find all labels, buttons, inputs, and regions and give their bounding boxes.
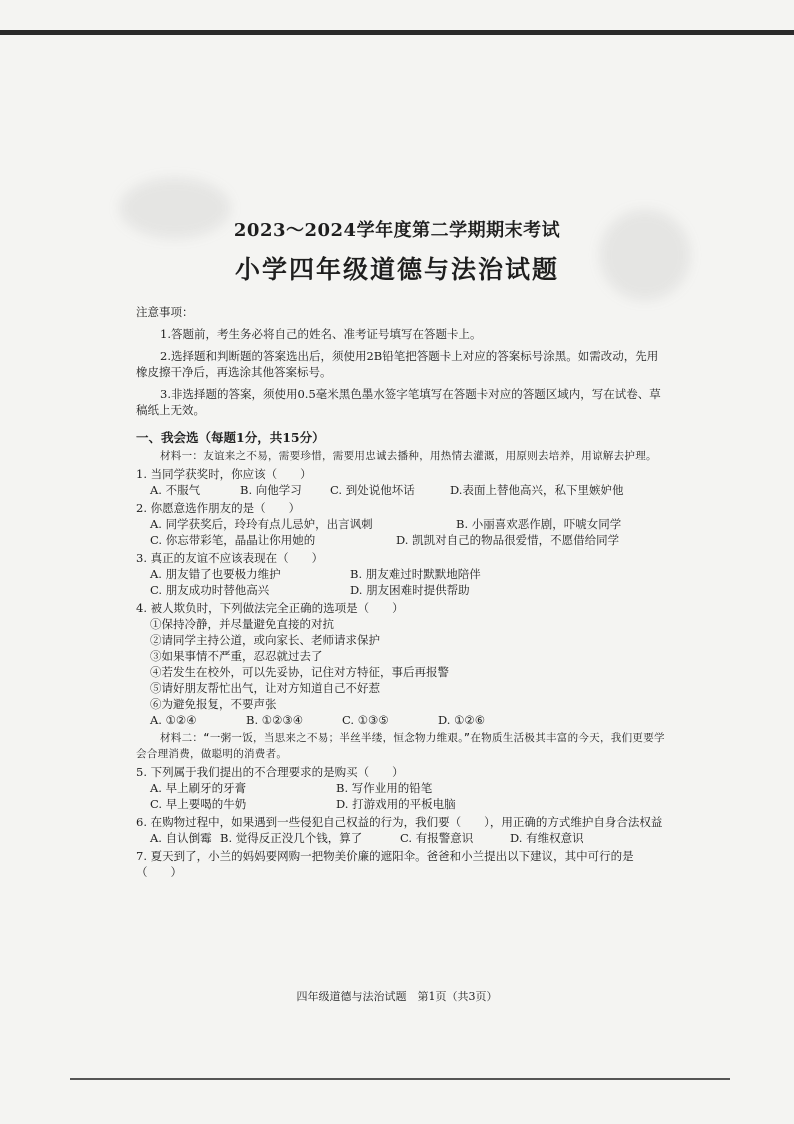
- option: A. ①②④: [150, 713, 197, 727]
- exam-title-year: 2023～2024学年度第二学期期末考试: [233, 220, 561, 241]
- option: D.表面上替他高兴，私下里嫉妒他: [450, 483, 624, 497]
- question-options: [136, 532, 666, 548]
- question-options: [136, 830, 666, 846]
- statement: ⑤请好朋友帮忙出气，让对方知道自己不好惹: [150, 681, 380, 695]
- option: C. 到处说他坏话: [330, 483, 415, 497]
- question-5: [136, 764, 666, 812]
- question-stem: 2. 你愿意选作朋友的是（ ）: [136, 501, 301, 515]
- question-2: [136, 500, 666, 548]
- option: A. 同学获奖后，玲玲有点儿忌妒，出言讽刺: [150, 517, 373, 531]
- section-heading: 一、我会选（每题1分，共15分）: [136, 430, 325, 445]
- page-footer: 四年级道德与法治试题 第1页（共3页）: [296, 990, 498, 1003]
- note-item: 3.非选择题的答案，须使用0.5毫米黑色墨水签字笔填写在答题卡对应的答题区域内，写在试卷、草稿纸上无效。: [136, 387, 661, 417]
- question-options: [136, 582, 666, 598]
- scan-edge-bar: [0, 30, 794, 35]
- notes-section: [136, 304, 666, 418]
- question-stem: 4. 被人欺负时，下列做法完全正确的选项是（ ）: [136, 601, 404, 615]
- option: D. ①②⑥: [438, 713, 486, 727]
- notes-heading: 注意事项：: [136, 305, 194, 319]
- option: B. 朋友难过时默默地陪伴: [350, 567, 481, 581]
- note-item: 2.选择题和判断题的答案选出后，须使用2B铅笔把答题卡上对应的答案标号涂黑。如需改动，先用橡皮擦干净后，再选涂其他答案标号。: [136, 349, 659, 379]
- option: D. 有维权意识: [510, 831, 584, 845]
- option: C. 朋友成功时替他高兴: [150, 583, 270, 597]
- option: D. 凯凯对自己的物品很爱惜，不愿借给同学: [396, 533, 620, 547]
- exam-title-subject: 小学四年级道德与法治试题: [234, 255, 559, 284]
- question-stem: 1. 当同学获奖时，你应该（ ）: [136, 467, 312, 481]
- option: D. 打游戏用的平板电脑: [336, 797, 456, 811]
- question-6: [136, 814, 666, 846]
- question-3: [136, 550, 666, 598]
- option: B. ①②③④: [246, 713, 304, 727]
- question-options: [136, 712, 666, 728]
- option: A. 不服气: [150, 483, 201, 497]
- option: C. 你忘带彩笔，晶晶让你用她的: [150, 533, 316, 547]
- option: C. ①③⑤: [342, 713, 389, 727]
- note-item: 1.答题前，考生务必将自己的姓名、准考证号填写在答题卡上。: [160, 327, 482, 341]
- question-stem: 7. 夏天到了，小兰的妈妈要网购一把物美价廉的遮阳伞。爸爸和小兰提出以下建议，其中可行的是（ ）: [136, 849, 634, 879]
- material-two: 材料二：“一粥一饭，当思来之不易；半丝半缕，恒念物力维艰。”在物质生活极其丰富的今天，我们更要学会合理消费，做聪明的消费者。: [136, 732, 665, 760]
- option: B. 小丽喜欢恶作剧，吓唬女同学: [456, 517, 622, 531]
- statement: ③如果事情不严重，忍忍就过去了: [150, 649, 323, 663]
- question-options: [136, 796, 666, 812]
- statement: ④若发生在校外，可以先妥协，记住对方特征，事后再报警: [150, 665, 449, 679]
- question-options: [136, 482, 666, 498]
- question-1: [136, 466, 666, 498]
- option: B. 写作业用的铅笔: [336, 781, 433, 795]
- question-stem: 5. 下列属于我们提出的不合理要求的是购买（ ）: [136, 765, 404, 779]
- section-one: [136, 430, 666, 880]
- option: C. 早上要喝的牛奶: [150, 797, 247, 811]
- option: A. 早上刷牙的牙膏: [150, 781, 247, 795]
- scan-bottom-rule: [70, 1078, 730, 1080]
- option: A. 朋友错了也要极力维护: [150, 567, 281, 581]
- material-one: 材料一：友谊来之不易，需要珍惜，需要用忠诚去播种，用热情去灌溉，用原则去培养，用谅解去护理。: [160, 450, 657, 462]
- question-statements: [136, 616, 666, 712]
- option: A. 自认倒霉: [150, 831, 212, 845]
- option: B. 觉得反正没几个钱，算了: [220, 831, 363, 845]
- question-stem: 3. 真正的友谊不应该表现在（ ）: [136, 551, 324, 565]
- option: B. 向他学习: [240, 483, 302, 497]
- statement: ⑥为避免报复，不要声张: [150, 697, 277, 711]
- option: C. 有报警意识: [400, 831, 474, 845]
- question-options: [136, 780, 666, 796]
- question-7: [136, 848, 666, 880]
- question-options: [136, 566, 666, 582]
- statement: ②请同学主持公道，或向家长、老师请求保护: [150, 633, 380, 647]
- question-4: [136, 600, 666, 728]
- question-options: [136, 516, 666, 532]
- option: D. 朋友困难时提供帮助: [350, 583, 470, 597]
- question-stem: 6. 在购物过程中，如果遇到一些侵犯自己权益的行为，我们要（ ），用正确的方式维护自身合法权益: [136, 815, 663, 829]
- statement: ①保持冷静，并尽量避免直接的对抗: [150, 617, 334, 631]
